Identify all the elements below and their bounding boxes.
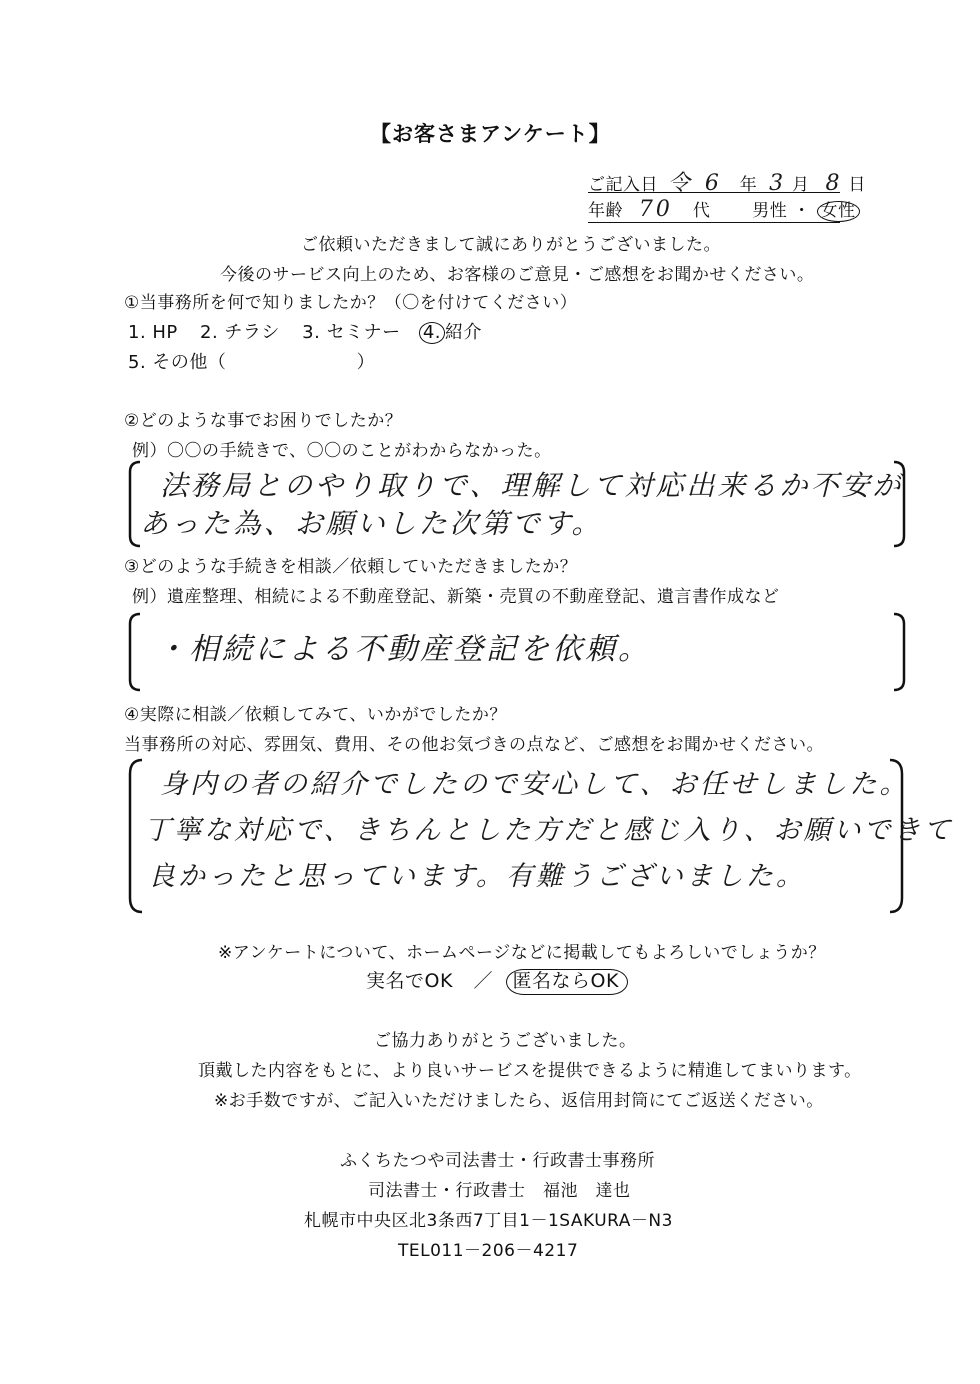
q2-answer-line-2: あった為、お願いした次第です。 xyxy=(140,507,603,540)
date-year-unit: 年 xyxy=(739,175,758,195)
q3-answer: ・相続による不動産登記を依頼。 xyxy=(156,632,651,667)
office-name: ふくちたつや司法書士・行政書士事務所 xyxy=(340,1151,655,1171)
representative-name: 司法書士・行政書士 福池 達也 xyxy=(368,1181,631,1201)
q4-text: ④実際に相談／依頼してみて、いかがでしたか？ xyxy=(124,705,507,725)
q1-option-hp: 1. HP xyxy=(128,322,178,343)
date-month: 3 xyxy=(769,171,787,196)
q1-option-other xyxy=(128,348,375,374)
publish-slash: ／ xyxy=(473,970,493,992)
closing-line-2: 頂戴した内容をもとに、より良いサービスを提供できるように精進してまいります。 xyxy=(198,1061,862,1081)
publish-options xyxy=(366,966,628,993)
q2-answer-line-1: 法務局とのやり取りで、理解して対応出来るか不安が xyxy=(160,469,904,502)
publish-option-anonymous-circled: 匿名ならOK xyxy=(506,969,628,995)
q4-subtext: 当事務所の対応、雰囲気、費用、その他お気づきの点など、ご感想をお聞かせください。 xyxy=(124,735,824,755)
date-year: 6 xyxy=(704,171,722,196)
survey-title: 【お客さまアンケート】 xyxy=(370,122,611,146)
q3-example: 例）遺産整理、相続による不動産登記、新築・売買の不動産登記、遺言書作成など xyxy=(132,587,780,607)
date-day: 8 xyxy=(825,171,843,196)
intro-line-2: 今後のサービス向上のため、お客様のご意見・ご感想をお聞かせください。 xyxy=(220,265,815,285)
age-unit: 代 xyxy=(692,201,711,221)
q1-option-seminar: 3. セミナー xyxy=(302,322,401,343)
gender-separator: ・ xyxy=(793,201,811,221)
date-era: 令 xyxy=(667,171,693,196)
office-tel: TEL011－206－4217 xyxy=(398,1241,579,1261)
publish-option-real-name: 実名でOK xyxy=(366,970,453,992)
q1-option-other-label: 5. その他（ xyxy=(128,352,227,373)
q1-options xyxy=(128,318,482,344)
age-label: 年齢 xyxy=(588,201,623,221)
q2-example: 例）〇〇の手続きで、〇〇のことがわからなかった。 xyxy=(132,441,552,461)
gender-male: 男性 xyxy=(752,201,788,221)
office-address: 札幌市中央区北3条西7丁目1－1SAKURA－N3 xyxy=(304,1211,673,1231)
publish-question: ※アンケートについて、ホームページなどに掲載してもよろしいでしょうか？ xyxy=(218,943,826,963)
q1-option-4-circled: 4. xyxy=(419,322,445,344)
q1-option-referral: 紹介 xyxy=(445,322,482,343)
q3-text: ③どのような手続きを相談／依頼していただきましたか？ xyxy=(124,557,578,577)
q2-text: ②どのような事でお困りでしたか？ xyxy=(124,411,403,431)
intro-line-1: ご依頼いただきまして誠にありがとうございました。 xyxy=(301,235,721,255)
q3-left-bracket xyxy=(126,610,146,694)
closing-line-1: ご協力ありがとうございました。 xyxy=(374,1031,637,1051)
q3-right-bracket xyxy=(888,610,908,694)
gender-female-circled: 女性 xyxy=(817,201,860,222)
date-row xyxy=(588,166,866,196)
closing-line-3: ※お手数ですが、ご記入いただけましたら、返信用封筒にてご返送ください。 xyxy=(214,1091,824,1111)
date-month-unit: 月 xyxy=(792,175,810,195)
q4-answer-line-3: 良かったと思っています。有難うございました。 xyxy=(148,861,806,892)
q1-text: ①当事務所を何で知りましたか？（〇を付けてください） xyxy=(124,293,578,313)
age-value: 70 xyxy=(638,197,673,222)
q1-option-other-close: ） xyxy=(356,352,376,373)
date-label: ご記入日 xyxy=(588,175,658,195)
q4-answer-line-2: 丁寧な対応で、きちんとした方だと感じ入り、お願いできて xyxy=(144,815,954,846)
q4-answer-line-1: 身内の者の紹介でしたので安心して、お任せしました。 xyxy=(160,769,910,800)
q1-option-flyer: 2. チラシ xyxy=(200,322,280,343)
age-row xyxy=(588,196,856,223)
date-day-unit: 日 xyxy=(848,175,866,195)
